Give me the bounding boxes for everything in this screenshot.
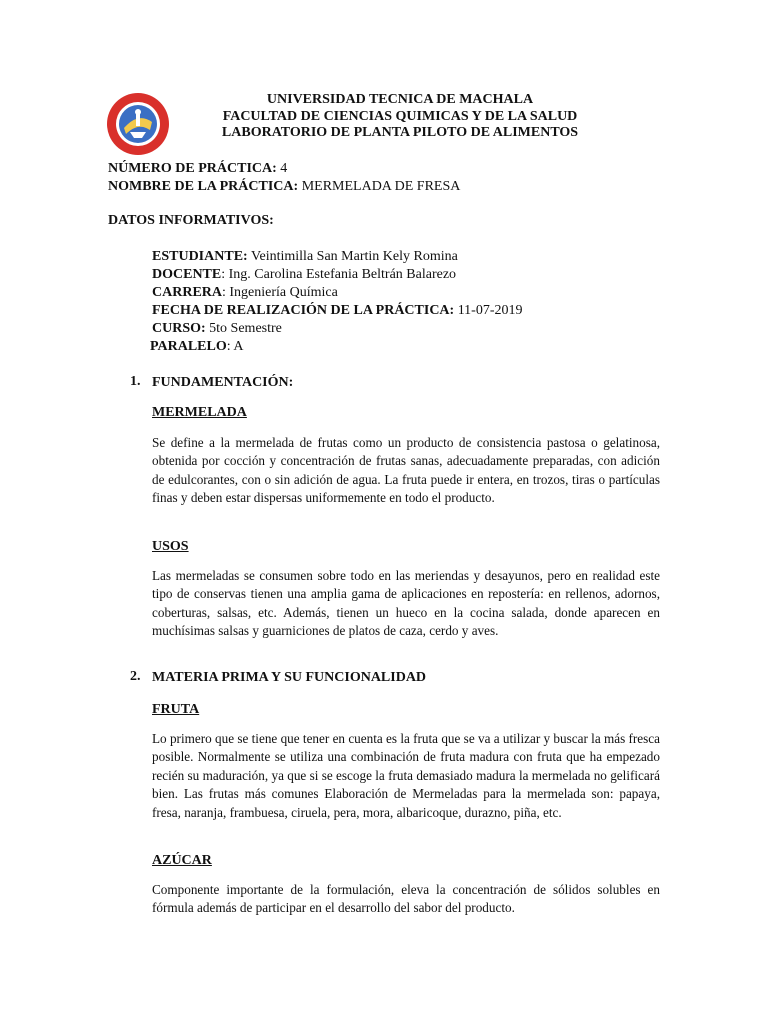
practice-name: NOMBRE DE LA PRÁCTICA: MERMELADA DE FRESA bbox=[108, 179, 461, 194]
teacher-row: DOCENTE: Ing. Carolina Estefania Beltrán Balarezo bbox=[152, 267, 457, 282]
parallel-row: PARALELO: A bbox=[150, 339, 244, 354]
practice-number: NÚMERO DE PRÁCTICA: 4 bbox=[108, 161, 288, 176]
subsection-usos: USOS bbox=[152, 539, 189, 554]
section-1-number: 1. bbox=[130, 374, 141, 389]
mermelada-paragraph: Se define a la mermelada de frutas como un producto de consistencia pastosa o gelatinosa, obtenida por cocción y concentración de frutas sanas, adecuadamente preparadas, con adición de edulcorantes, con o sin adición de agua. La fruta puede ir entera, en trozos, tiras o partículas finas y deben estar dispersas uniformemente en todo el producto. bbox=[152, 435, 660, 506]
section-2-title: MATERIA PRIMA Y SU FUNCIONALIDAD bbox=[152, 670, 427, 685]
course-row: CURSO: 5to Semestre bbox=[152, 321, 282, 336]
document-header bbox=[190, 92, 610, 142]
fruta-paragraph: Lo primero que se tiene que tener en cuenta es la fruta que se va a utilizar y buscar la más fresca posible. Normalmente se utiliza una combinación de fruta madura con fruta que ha empezado recién su maduración, ya que si se escoge la fruta demasiado madura la mermelada no gelificará bien. Las frutas más comunes Elaboración de Mermeladas para la mermelada son: papaya, fresa, naranja, frambuesa, ciruela, pera, mora, albaricoque, durazno, piña, etc. bbox=[152, 731, 660, 820]
student-row: ESTUDIANTE: Veintimilla San Martin Kely Romina bbox=[152, 249, 458, 264]
career-row: CARRERA: Ingeniería Química bbox=[152, 285, 338, 300]
subsection-azucar: AZÚCAR bbox=[152, 853, 212, 868]
info-title: DATOS INFORMATIVOS: bbox=[108, 213, 274, 228]
university-name: UNIVERSIDAD TECNICA DE MACHALA bbox=[266, 92, 534, 107]
section-2-number: 2. bbox=[130, 669, 141, 684]
subsection-mermelada: MERMELADA bbox=[152, 405, 247, 420]
usos-paragraph: Las mermeladas se consumen sobre todo en las meriendas y desayunos, pero en realidad este tipo de conservas tienen una amplia gama de aplicaciones en repostería: en rellenos, adornos, coberturas, salsas, etc. Además, tienen un hueco en la cocina salada, donde aparecen en muchísimas salsas y guarniciones de platos de caza, cerdo y aves. bbox=[152, 568, 660, 639]
section-1-title: FUNDAMENTACIÓN: bbox=[152, 375, 294, 390]
laboratory-name: LABORATORIO DE PLANTA PILOTO DE ALIMENTOS bbox=[221, 125, 579, 140]
subsection-fruta: FRUTA bbox=[152, 702, 200, 717]
azucar-paragraph: Componente importante de la formulación, eleva la concentración de sólidos solubles en fórmula además de participar en el desarrollo del sabor del producto. bbox=[152, 882, 660, 916]
date-row: FECHA DE REALIZACIÓN DE LA PRÁCTICA: 11-07-2019 bbox=[152, 303, 523, 318]
university-logo bbox=[106, 92, 170, 156]
faculty-name: FACULTAD DE CIENCIAS QUIMICAS Y DE LA SALUD bbox=[222, 108, 578, 124]
